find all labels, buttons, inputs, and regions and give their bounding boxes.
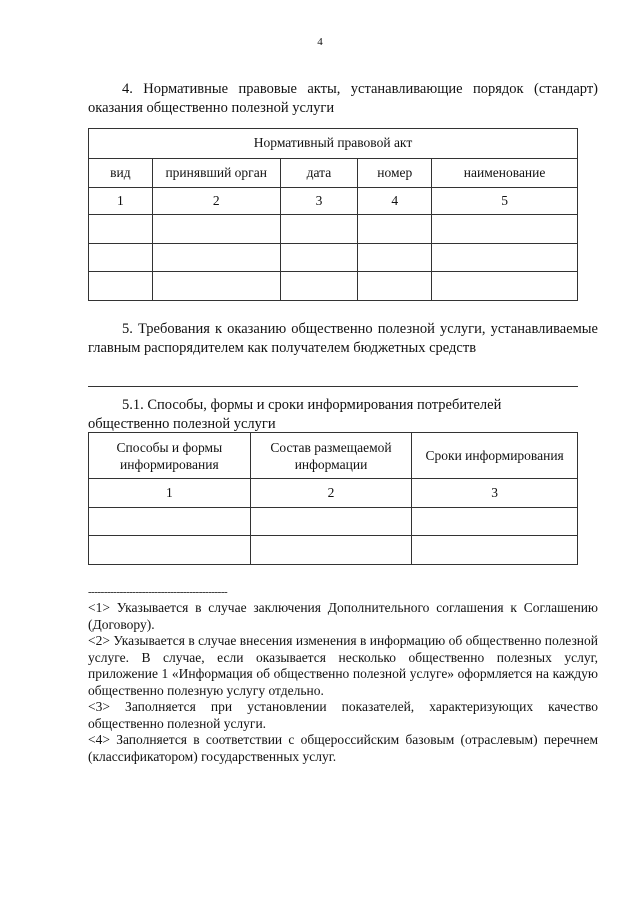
table-row [89,508,578,536]
col-header-type: вид [89,158,153,187]
footnote-separator: -------------------------------------------- [88,586,228,598]
table-cell[interactable] [152,214,280,243]
table-cell[interactable] [152,271,280,300]
section-5-heading [88,320,598,358]
section-5-1-heading-text: 5.1. Способы, формы и сроки информирования потребителей общественно полезной услуги [88,397,502,432]
col-number-1: 1 [89,187,153,214]
table-cell[interactable] [152,243,280,271]
section-5-rule [88,386,578,387]
col-header-number: номер [358,158,432,187]
table-cell[interactable] [432,271,578,300]
col-header-content: Состав размещаемой информации [250,433,412,479]
col-header-methods: Способы и формы информирования [89,433,251,479]
section-4-heading-text: 4. Нормативные правовые акты, устанавливающие порядок (стандарт) оказания общественно полезной услуги [88,81,598,116]
col-header-date: дата [280,158,358,187]
col-header-issuing-body: принявший орган [152,158,280,187]
table-cell[interactable] [89,214,153,243]
table-cell[interactable] [432,243,578,271]
table-cell[interactable] [89,508,251,536]
section-4-heading [88,80,598,118]
group-header-normative-act: Нормативный правовой акт [89,128,578,158]
table-cell[interactable] [89,271,153,300]
footnote-1: <1> Указывается в случае заключения Дополнительного соглашения к Соглашению (Договору). [88,600,598,632]
table-group-header-row [89,128,578,158]
normative-acts-table [88,128,578,301]
table-cell[interactable] [412,536,578,565]
footnote-4: <4> Заполняется в соответствии с общероссийским базовым (отраслевым) перечнем (классификатором) государственных услуг. [88,732,598,764]
col-number-3: 3 [412,479,578,508]
table-cell[interactable] [432,214,578,243]
section-5-heading-text: 5. Требования к оказанию общественно полезной услуги, устанавливаемые главным распорядителем как получателем бюджетных средств [88,321,598,356]
table-cell[interactable] [412,508,578,536]
table-row [89,214,578,243]
footnote-2: <2> Указывается в случае внесения изменения в информацию об общественно полезной услуге. В случае, если оказывается несколько общественно полезных услуг, приложение 1 «Информация об общественно полезной услуге» оформляется на каждую общественно полезную услугу отдельно. [88,633,598,698]
table-cell[interactable] [250,508,412,536]
col-header-terms: Сроки информирования [412,433,578,479]
table-cell[interactable] [280,271,358,300]
table-cell[interactable] [358,243,432,271]
table-header-row [89,158,578,187]
table-cell[interactable] [250,536,412,565]
table-row [89,536,578,565]
table-number-row [89,479,578,508]
col-number-4: 4 [358,187,432,214]
footnotes-block [88,600,598,765]
table-header-row [89,433,578,479]
col-number-5: 5 [432,187,578,214]
col-header-name: наименование [432,158,578,187]
table-cell[interactable] [358,271,432,300]
table-cell[interactable] [280,243,358,271]
table-row [89,271,578,300]
table-cell[interactable] [358,214,432,243]
section-5-1-heading [88,396,558,434]
col-number-2: 2 [152,187,280,214]
table-cell[interactable] [89,536,251,565]
col-number-3: 3 [280,187,358,214]
page-number: 4 [317,36,323,48]
informing-table [88,432,578,565]
table-cell[interactable] [280,214,358,243]
col-number-1: 1 [89,479,251,508]
col-number-2: 2 [250,479,412,508]
table-cell[interactable] [89,243,153,271]
table-row [89,243,578,271]
footnote-3: <3> Заполняется при установлении показателей, характеризующих качество общественно полезной услуги. [88,699,598,731]
table-number-row [89,187,578,214]
